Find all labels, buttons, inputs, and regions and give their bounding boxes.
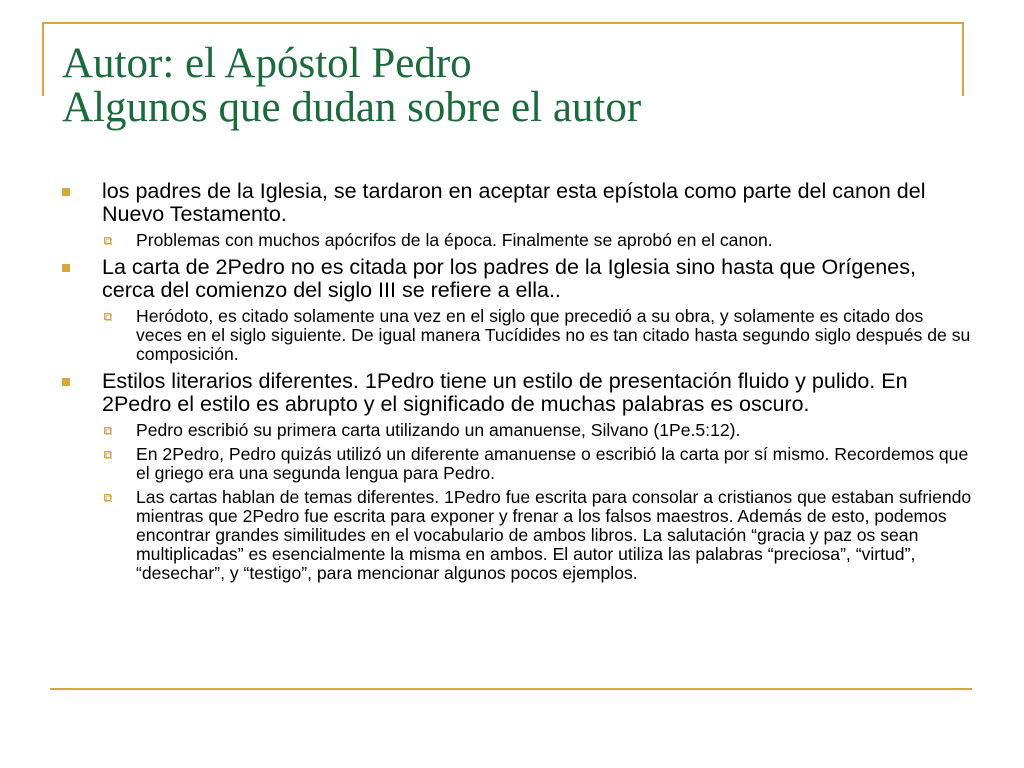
footer-rule <box>50 688 972 690</box>
sub-bullet-item <box>62 231 972 250</box>
sub-bullet-text: Heródoto, es citado solamente una vez en el siglo que precedió a su obra, y solamente es citado dos veces en el siglo siguiente. De igual manera Tucídides no es tan citado hasta segundo siglo después de su composición. <box>136 306 971 364</box>
checkbox-bullet-icon <box>104 313 112 321</box>
bullet-item <box>62 180 972 226</box>
sub-bullet-text: Las cartas hablan de temas diferentes. 1Pedro fue escrita para consolar a cristianos que estaban sufriendo mientras que 2Pedro fue escrita para exponer y frenar a los falsos maestros. Además de esto, podemos encontrar grandes similitudes en el vocabulario de ambos libros. La salutación “gracia y paz os sean multiplicadas” es esencialmente la misma en ambos. El autor utiliza las palabras “preciosa”, “virtud”, “desechar”, y “testigo”, para mencionar algunos pocos ejemplos. <box>136 487 972 583</box>
square-bullet-icon <box>62 188 70 196</box>
slide-title-line-1: Autor: el Apóstol Pedro <box>62 40 472 87</box>
sub-bullet-item <box>62 488 972 583</box>
checkbox-bullet-icon <box>104 427 112 435</box>
square-bullet-icon <box>62 378 70 386</box>
sub-bullet-text: Problemas con muchos apócrifos de la época. Finalmente se aprobó en el canon. <box>136 230 773 250</box>
slide-body <box>62 180 972 583</box>
checkbox-bullet-icon <box>104 494 112 502</box>
bullet-text: Estilos literarios diferentes. 1Pedro tiene un estilo de presentación fluido y pulido. En 2Pedro el estilo es abrupto y el significado de muchas palabras es oscuro. <box>102 369 908 416</box>
title-frame-top-rule <box>42 22 964 24</box>
square-bullet-icon <box>62 264 70 272</box>
checkbox-bullet-icon <box>104 237 112 245</box>
checkbox-bullet-icon <box>104 451 112 459</box>
sub-bullet-text: En 2Pedro, Pedro quizás utilizó un diferente amanuense o escribió la carta por sí mismo. Recordemos que el griego era una segunda lengua para Pedro. <box>136 444 969 483</box>
bullet-item <box>62 256 972 302</box>
bullet-text: los padres de la Iglesia, se tardaron en aceptar esta epístola como parte del canon del Nuevo Testamento. <box>102 179 926 226</box>
sub-bullet-item <box>62 421 972 440</box>
slide-title-line-2: Algunos que dudan sobre el autor <box>62 84 642 131</box>
slide-title <box>62 42 962 130</box>
bullet-item <box>62 370 972 416</box>
sub-bullet-text: Pedro escribió su primera carta utilizando un amanuense, Silvano (1Pe.5:12). <box>136 420 741 440</box>
bullet-text: La carta de 2Pedro no es citada por los padres de la Iglesia sino hasta que Orígenes, cerca del comienzo del siglo III se refiere a ella.. <box>102 255 916 302</box>
sub-bullet-item <box>62 307 972 364</box>
title-frame-left-rule <box>42 22 44 96</box>
sub-bullet-item <box>62 445 972 483</box>
title-frame-right-rule <box>962 22 964 96</box>
